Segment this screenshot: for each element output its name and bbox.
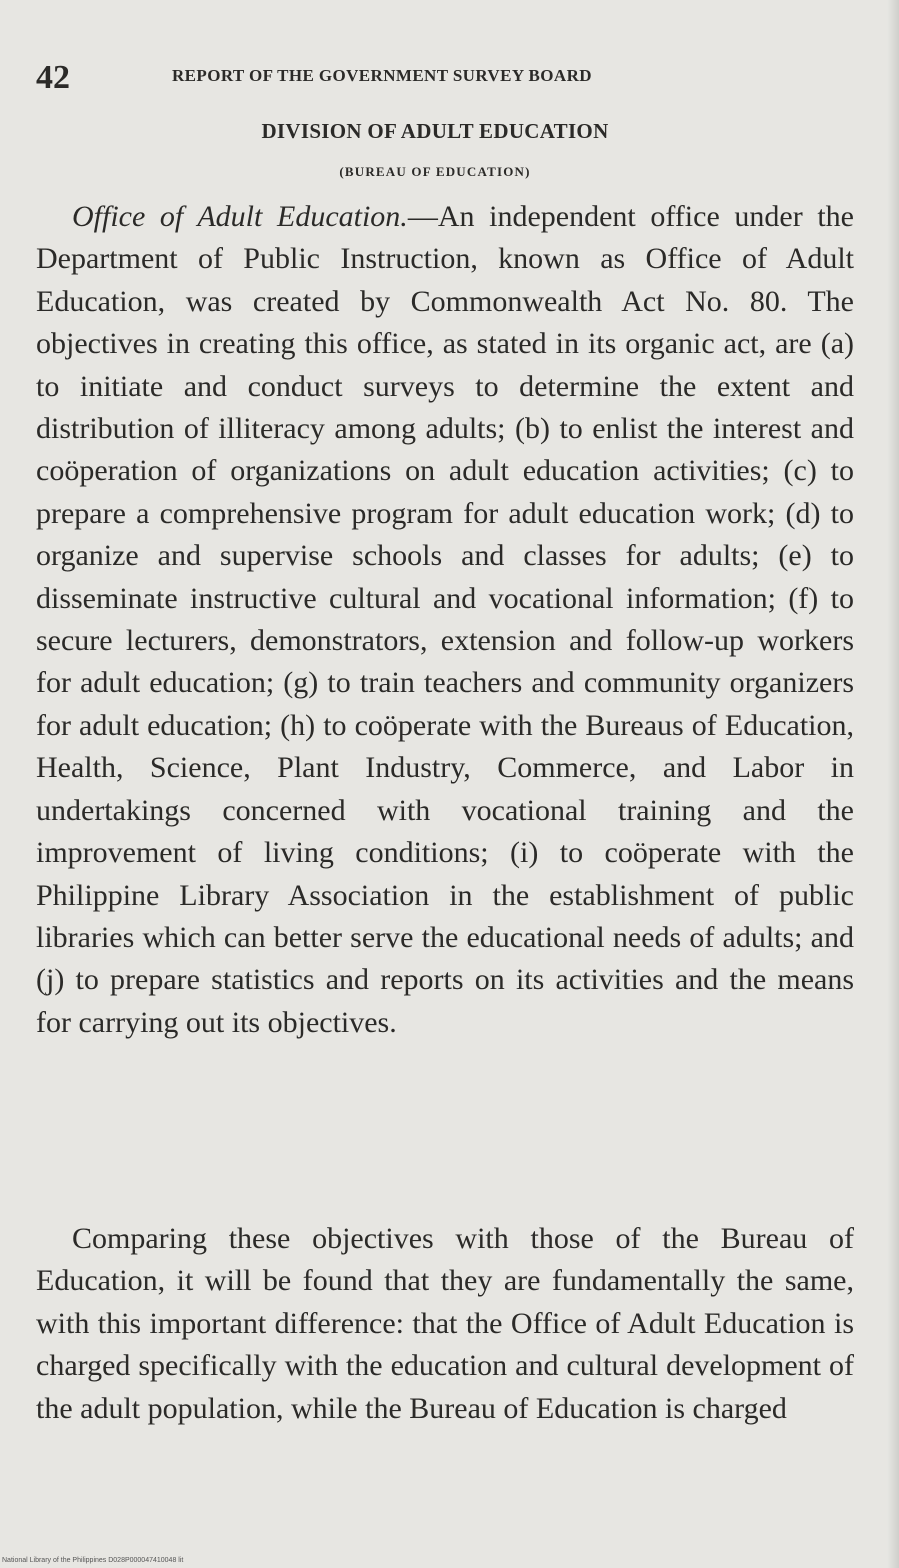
body-paragraph-1	[36, 196, 854, 1044]
page-number: 42	[36, 59, 70, 96]
section-title: DIVISION OF ADULT EDUCATION	[261, 119, 609, 143]
running-head: REPORT OF THE GOVERNMENT SURVEY BOARD	[172, 66, 592, 85]
page-edge-shadow	[887, 0, 899, 1568]
section-subtitle: (BUREAU OF EDUCATION)	[339, 164, 531, 179]
run-in-heading: Office of Adult Education.	[72, 200, 408, 233]
paragraph-2-text: Comparing these objectives with those of the Bureau of Education, it will be found that they are fundamentally the same, with this important difference: that the Office of Adult Education is charged specifically with the education and cultural development of the adult population, while the Bureau of Education is charged	[36, 1222, 854, 1425]
scan-footer: National Library of the Philippines D028P000047410048 lit	[2, 1557, 184, 1564]
paragraph-1-text: —An independent office under the Department of Public Instruction, known as Office of Adult Education, was created by Commonwealth Act No. 80. The objectives in creating this office, as stated in its organic act, are (a) to initiate and conduct surveys to determine the extent and distribution of illiteracy among adults; (b) to enlist the interest and coöperation of organizations on adult education activities; (c) to prepare a comprehensive program for adult education work; (d) to organize and supervise schools and classes for adults; (e) to disseminate instructive cultural and vocational information; (f) to secure lecturers, demonstrators, extension and follow-up workers for adult education; (g) to train teachers and community organizers for adult education; (h) to coöperate with the Bureaus of Education, Health, Science, Plant Industry, Commerce, and Labor in undertakings concerned with vocational training and the improvement of living conditions; (i) to coöperate with the Philippine Library Association in the establishment of public libraries which can better serve the educational needs of adults; and (j) to prepare statistics and reports on its activities and the means for carrying out its objectives.	[36, 200, 854, 1039]
body-paragraph-2	[36, 1218, 854, 1430]
